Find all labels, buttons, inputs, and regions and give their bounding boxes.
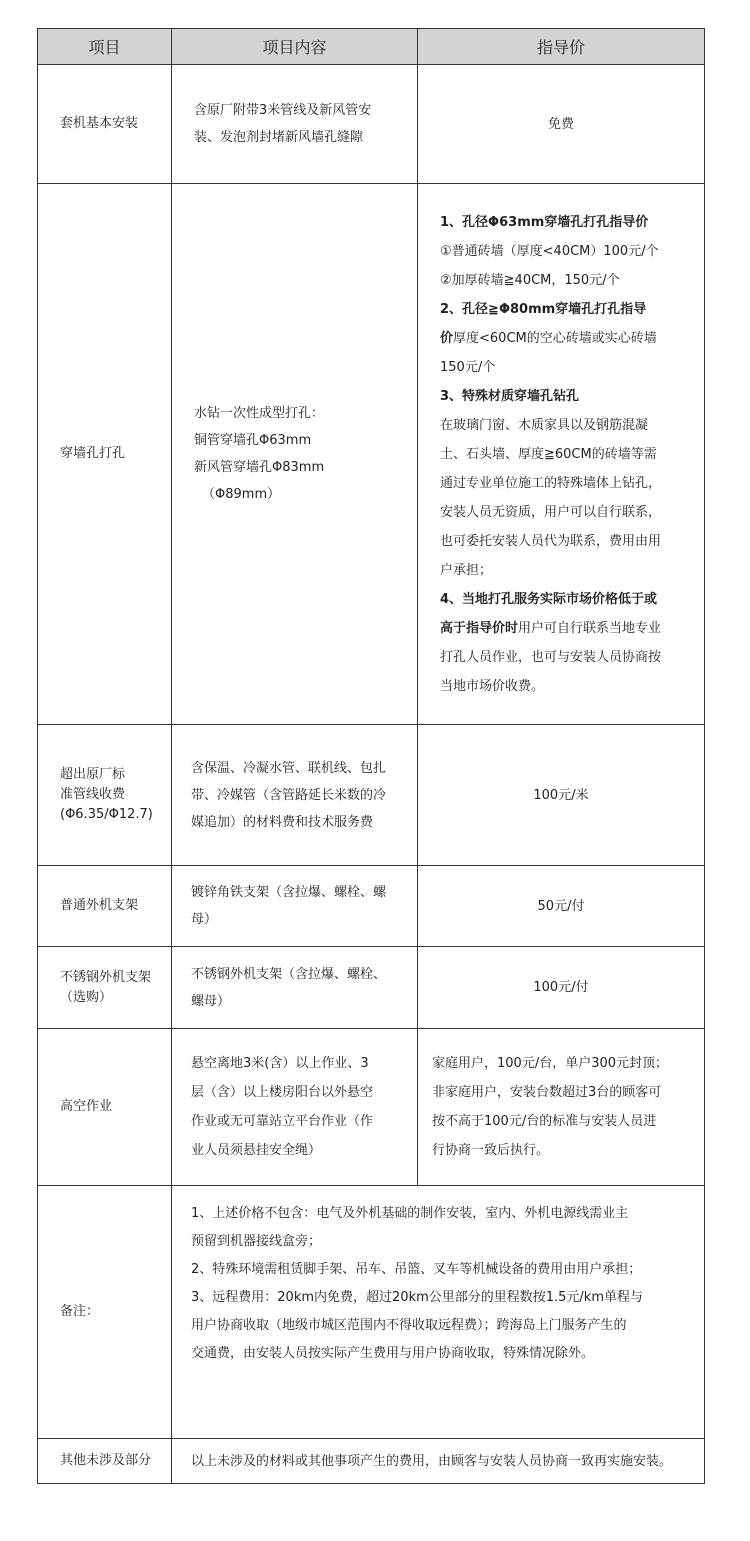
item-cell: 普通外机支架 — [38, 866, 172, 947]
content-cell: 含原厂附带3米管线及新风管安 装、发泡剂封堵新风墙孔缝隙 — [172, 65, 418, 184]
row-basic-install — [38, 65, 705, 184]
row-extra-pipe — [38, 725, 705, 866]
content-cell: 不锈钢外机支架（含拉爆、螺栓、 螺母） — [172, 947, 418, 1029]
price-cell: 100元/付 — [418, 947, 705, 1029]
price-cell: 100元/米 — [418, 725, 705, 866]
price-table — [37, 28, 705, 1484]
header-row — [38, 29, 705, 65]
header-content: 项目内容 — [172, 29, 418, 65]
header-price: 指导价 — [418, 29, 705, 65]
row-other — [38, 1439, 705, 1484]
content-cell: 水钻一次性成型打孔： 铜管穿墙孔Φ63mm 新风管穿墙孔Φ83mm （Φ89mm） — [172, 184, 418, 725]
item-cell: 备注： — [38, 1186, 172, 1439]
item-cell: 不锈钢外机支架 （选购） — [38, 947, 172, 1029]
content-cell: 含保温、冷凝水管、联机线、包扎 带、冷媒管（含管路延长米数的冷 媒追加）的材料费和技术服务费 — [172, 725, 418, 866]
content-cell: 悬空离地3米(含）以上作业、3 层（含）以上楼房阳台以外悬空 作业或无可靠站立平台作业（作 业人员须悬挂安全绳） — [172, 1029, 418, 1186]
price-cell: 50元/付 — [418, 866, 705, 947]
notes-cell: 1、上述价格不包含：电气及外机基础的制作安装，室内、外机电源线需业主 预留到机器接线盒旁； 2、特殊环境需租赁脚手架、吊车、吊篮、叉车等机械设备的费用由用户承担； 3、远程费用：20km内免费，超过20km公里部分的里程数按1.5元/km单程与 用户协商收取（地级市城区范围内不得收取远程费）；跨海岛上门服务产生的 交通费，由安装人员按实际产生费用与用户协商收取，特殊情况除外。 — [172, 1186, 705, 1439]
row-drill — [38, 184, 705, 725]
other-content-cell: 以上未涉及的材料或其他事项产生的费用，由顾客与安装人员协商一致再实施安装。 — [172, 1439, 705, 1484]
content-cell: 镀锌角铁支架（含拉爆、螺栓、螺 母） — [172, 866, 418, 947]
row-notes — [38, 1186, 705, 1439]
item-cell: 高空作业 — [38, 1029, 172, 1186]
row-bracket — [38, 866, 705, 947]
row-steel-bracket — [38, 947, 705, 1029]
price-cell: 1、孔径Φ63mm穿墙孔打孔指导价 ①普通砖墙（厚度<40CM）100元/个 ②加厚砖墙≧40CM，150元/个 2、孔径≧Φ80mm穿墙孔打孔指导 价厚度<60CM的空心砖墙或实心砖墙 150元/个 3、特殊材质穿墙孔钻孔 在玻璃门窗、木质家具以及钢筋混凝 土、石头墙、厚度≧60CM的砖墙等需 通过专业单位施工的特殊墙体上钻孔， 安装人员无资质，用户可以自行联系， 也可委托安装人员代为联系，费用由用 户承担； 4、当地打孔服务实际市场价格低于或 高于指导价时用户可自行联系当地专业 打孔人员作业，也可与安装人员协商按 当地市场价收费。 — [418, 184, 705, 725]
item-cell: 其他未涉及部分 — [38, 1439, 172, 1484]
price-cell: 免费 — [418, 65, 705, 184]
row-high-altitude — [38, 1029, 705, 1186]
item-cell: 超出原厂标 准管线收费 (Φ6.35/Φ12.7) — [38, 725, 172, 866]
item-cell: 穿墙孔打孔 — [38, 184, 172, 725]
price-cell: 家庭用户，100元/台，单户300元封顶； 非家庭用户，安装台数超过3台的顾客可 按不高于100元/台的标准与安装人员进 行协商一致后执行。 — [418, 1029, 705, 1186]
item-cell: 套机基本安装 — [38, 65, 172, 184]
header-item: 项目 — [38, 29, 172, 65]
